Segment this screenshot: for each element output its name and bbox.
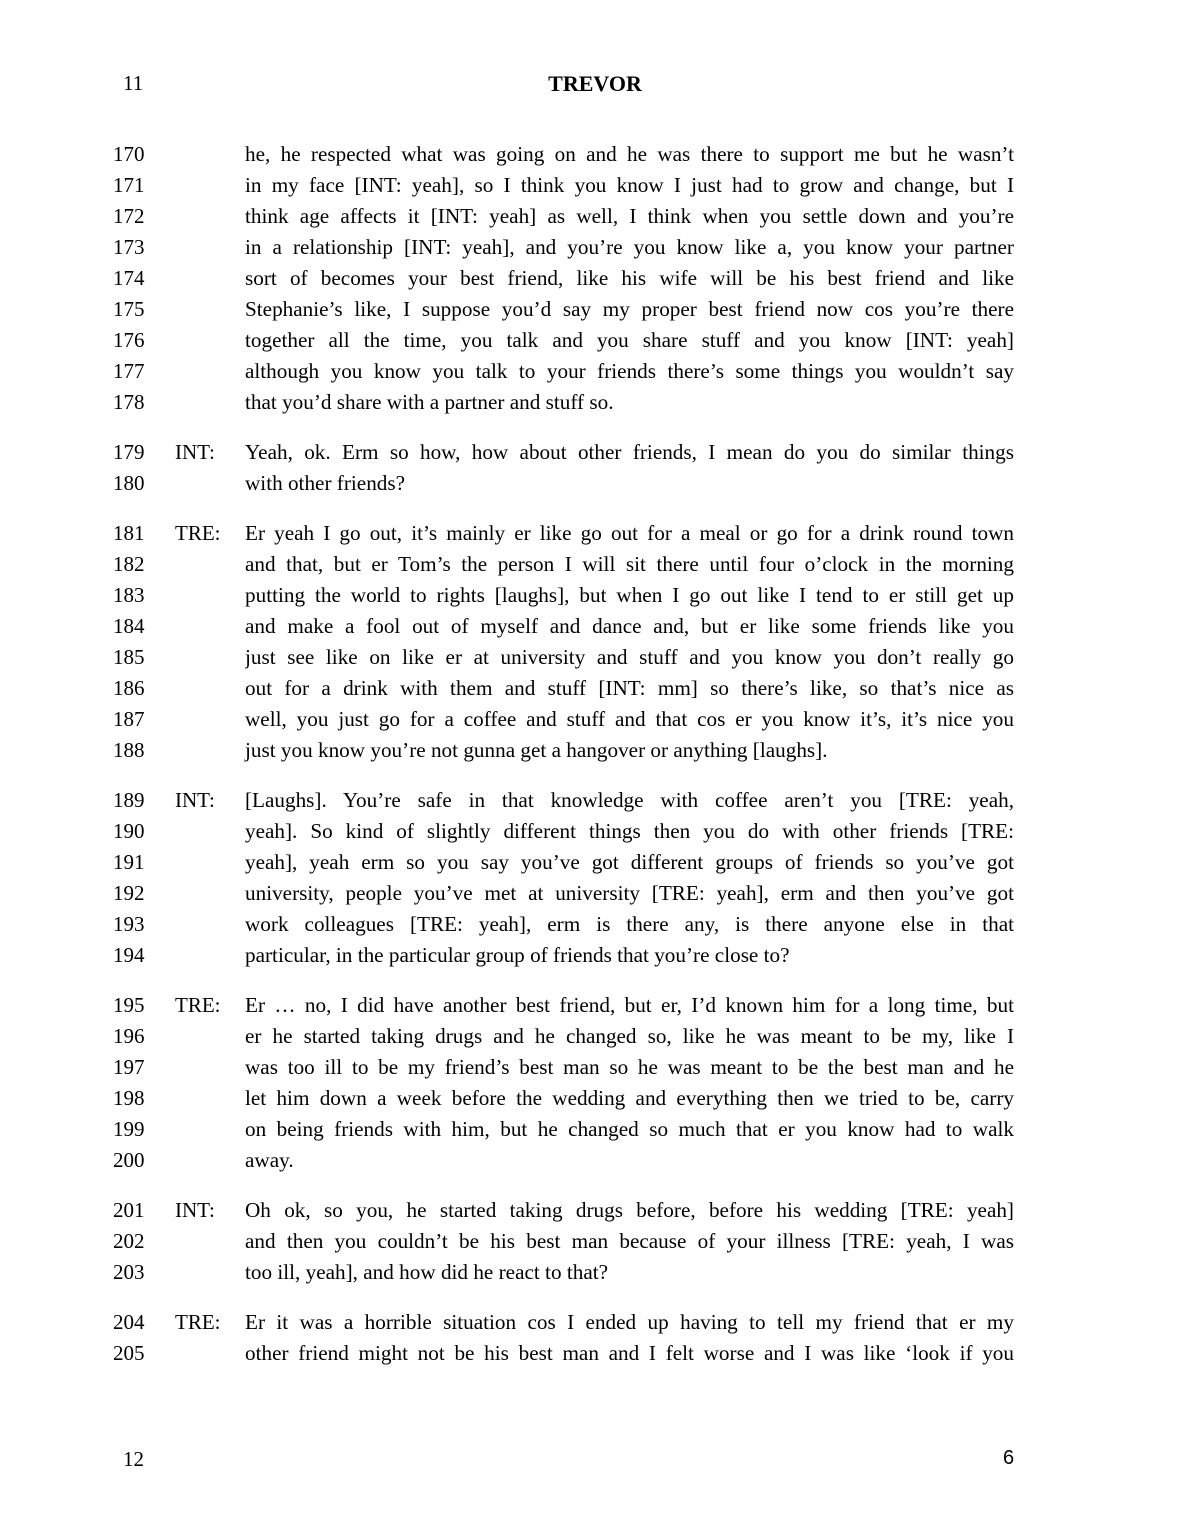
- transcript-turn: [0, 1307, 1190, 1369]
- page-number-bottom-right: 6: [1003, 1447, 1015, 1469]
- line-number: 175: [113, 297, 145, 321]
- text-line: with other friends?: [245, 471, 406, 495]
- text-line: Er yeah I go out, it’s mainly er like go out for a meal or go for a drink round town: [245, 521, 1014, 545]
- line-number: 190: [113, 819, 145, 843]
- line-number: 183: [113, 583, 145, 607]
- line-number: 189: [113, 788, 145, 812]
- text-line: yeah], yeah erm so you say you’ve got different groups of friends so you’ve got: [245, 850, 1014, 874]
- line-number: 179: [113, 440, 145, 464]
- text-line: Stephanie’s like, I suppose you’d say my proper best friend now cos you’re there: [245, 297, 1014, 321]
- text-line: out for a drink with them and stuff [INT: mm] so there’s like, so that’s nice as: [245, 676, 1014, 700]
- text-line: too ill, yeah], and how did he react to that?: [245, 1260, 609, 1284]
- line-number: 197: [113, 1055, 145, 1079]
- page-title: TREVOR: [548, 71, 642, 96]
- text-line: work colleagues [TRE: yeah], erm is there any, is there anyone else in that: [245, 912, 1014, 936]
- line-number: 203: [113, 1260, 145, 1284]
- transcript: [0, 139, 1190, 1388]
- line-number: 173: [113, 235, 145, 259]
- line-numbers: [113, 139, 153, 418]
- text-line: and then you couldn’t be his best man because of your illness [TRE: yeah, I was: [245, 1229, 1014, 1253]
- line-number: 186: [113, 676, 145, 700]
- text-line: [Laughs]. You’re safe in that knowledge with coffee aren’t you [TRE: yeah,: [245, 788, 1014, 812]
- text-line: er he started taking drugs and he changed so, like he was meant to be my, like I: [245, 1024, 1014, 1048]
- text-line: sort of becomes your best friend, like his wife will be his best friend and like: [245, 266, 1014, 290]
- line-number: 202: [113, 1229, 145, 1253]
- line-number: 192: [113, 881, 145, 905]
- text-line: Yeah, ok. Erm so how, how about other friends, I mean do you do similar things: [245, 440, 1014, 464]
- speaker-label: INT:: [175, 788, 215, 812]
- line-number: 198: [113, 1086, 145, 1110]
- line-number: 178: [113, 390, 145, 414]
- line-number: 172: [113, 204, 145, 228]
- line-number: 193: [113, 912, 145, 936]
- line-number: 182: [113, 552, 145, 576]
- line-number: 194: [113, 943, 145, 967]
- speaker-label: TRE:: [175, 521, 221, 545]
- text-line: was too ill to be my friend’s best man so he was meant to be the best man and he: [245, 1055, 1014, 1079]
- text-line: university, people you’ve met at university [TRE: yeah], erm and then you’ve got: [245, 881, 1014, 905]
- line-number: 176: [113, 328, 145, 352]
- transcript-turn: [0, 990, 1190, 1176]
- text-line: well, you just go for a coffee and stuff and that cos er you know it’s, it’s nice you: [245, 707, 1014, 731]
- text-line: in a relationship [INT: yeah], and you’re you know like a, you know your partner: [245, 235, 1014, 259]
- line-number: 191: [113, 850, 145, 874]
- text-line: particular, in the particular group of friends that you’re close to?: [245, 943, 790, 967]
- text-line: although you know you talk to your friends there’s some things you wouldn’t say: [245, 359, 1014, 383]
- line-number: 200: [113, 1148, 145, 1172]
- transcript-turn: [0, 785, 1190, 971]
- speaker-label: INT:: [175, 1198, 215, 1222]
- text-line: putting the world to rights [laughs], but when I go out like I tend to er still get up: [245, 583, 1014, 607]
- transcript-turn: [0, 1195, 1190, 1288]
- line-number: 196: [113, 1024, 145, 1048]
- turn-text: [0, 139, 1190, 418]
- text-line: Er it was a horrible situation cos I ended up having to tell my friend that er my: [245, 1310, 1014, 1334]
- text-line: in my face [INT: yeah], so I think you know I just had to grow and change, but I: [245, 173, 1014, 197]
- page-number-top: 11: [123, 71, 144, 95]
- text-line: and that, but er Tom’s the person I will sit there until four o’clock in the morning: [245, 552, 1014, 576]
- line-number: 171: [113, 173, 145, 197]
- line-number: 201: [113, 1198, 145, 1222]
- turn-text: [0, 518, 1190, 766]
- text-line: let him down a week before the wedding and everything then we tried to be, carry: [245, 1086, 1014, 1110]
- line-number: 204: [113, 1310, 145, 1334]
- text-line: just see like on like er at university and stuff and you know you don’t really go: [245, 645, 1014, 669]
- text-line: Er … no, I did have another best friend, but er, I’d known him for a long time, but: [245, 993, 1014, 1017]
- line-number: 185: [113, 645, 145, 669]
- line-number: 188: [113, 738, 145, 762]
- text-line: together all the time, you talk and you share stuff and you know [INT: yeah]: [245, 328, 1014, 352]
- line-number: 177: [113, 359, 145, 383]
- text-line: Oh ok, so you, he started taking drugs before, before his wedding [TRE: yeah]: [245, 1198, 1014, 1222]
- line-numbers: [113, 990, 153, 1176]
- transcript-turn: [0, 139, 1190, 418]
- transcript-turn: [0, 518, 1190, 766]
- transcript-turn: [0, 437, 1190, 499]
- text-line: on being friends with him, but he changed so much that er you know had to walk: [245, 1117, 1014, 1141]
- line-number: 170: [113, 142, 145, 166]
- line-number: 187: [113, 707, 145, 731]
- text-line: and make a fool out of myself and dance and, but er like some friends like you: [245, 614, 1014, 638]
- line-number: 174: [113, 266, 145, 290]
- line-number: 180: [113, 471, 145, 495]
- line-numbers: [113, 1307, 153, 1369]
- speaker-label: TRE:: [175, 1310, 221, 1334]
- text-line: think age affects it [INT: yeah] as well, I think when you settle down and you’re: [245, 204, 1014, 228]
- line-number: 205: [113, 1341, 145, 1365]
- line-number: 184: [113, 614, 145, 638]
- page-number-bottom-left: 12: [123, 1447, 144, 1471]
- line-numbers: [113, 785, 153, 971]
- speaker-label: TRE:: [175, 993, 221, 1017]
- text-line: away.: [245, 1148, 294, 1172]
- line-number: 195: [113, 993, 145, 1017]
- line-numbers: [113, 518, 153, 766]
- text-line: he, he respected what was going on and he was there to support me but he wasn’t: [245, 142, 1014, 166]
- line-number: 181: [113, 521, 145, 545]
- text-line: yeah]. So kind of slightly different things then you do with other friends [TRE:: [245, 819, 1014, 843]
- line-number: 199: [113, 1117, 145, 1141]
- line-numbers: [113, 437, 153, 499]
- speaker-label: INT:: [175, 440, 215, 464]
- line-numbers: [113, 1195, 153, 1288]
- text-line: that you’d share with a partner and stuff so.: [245, 390, 614, 414]
- text-line: just you know you’re not gunna get a hangover or anything [laughs].: [245, 738, 828, 762]
- text-line: other friend might not be his best man and I felt worse and I was like ‘look if you: [245, 1341, 1014, 1365]
